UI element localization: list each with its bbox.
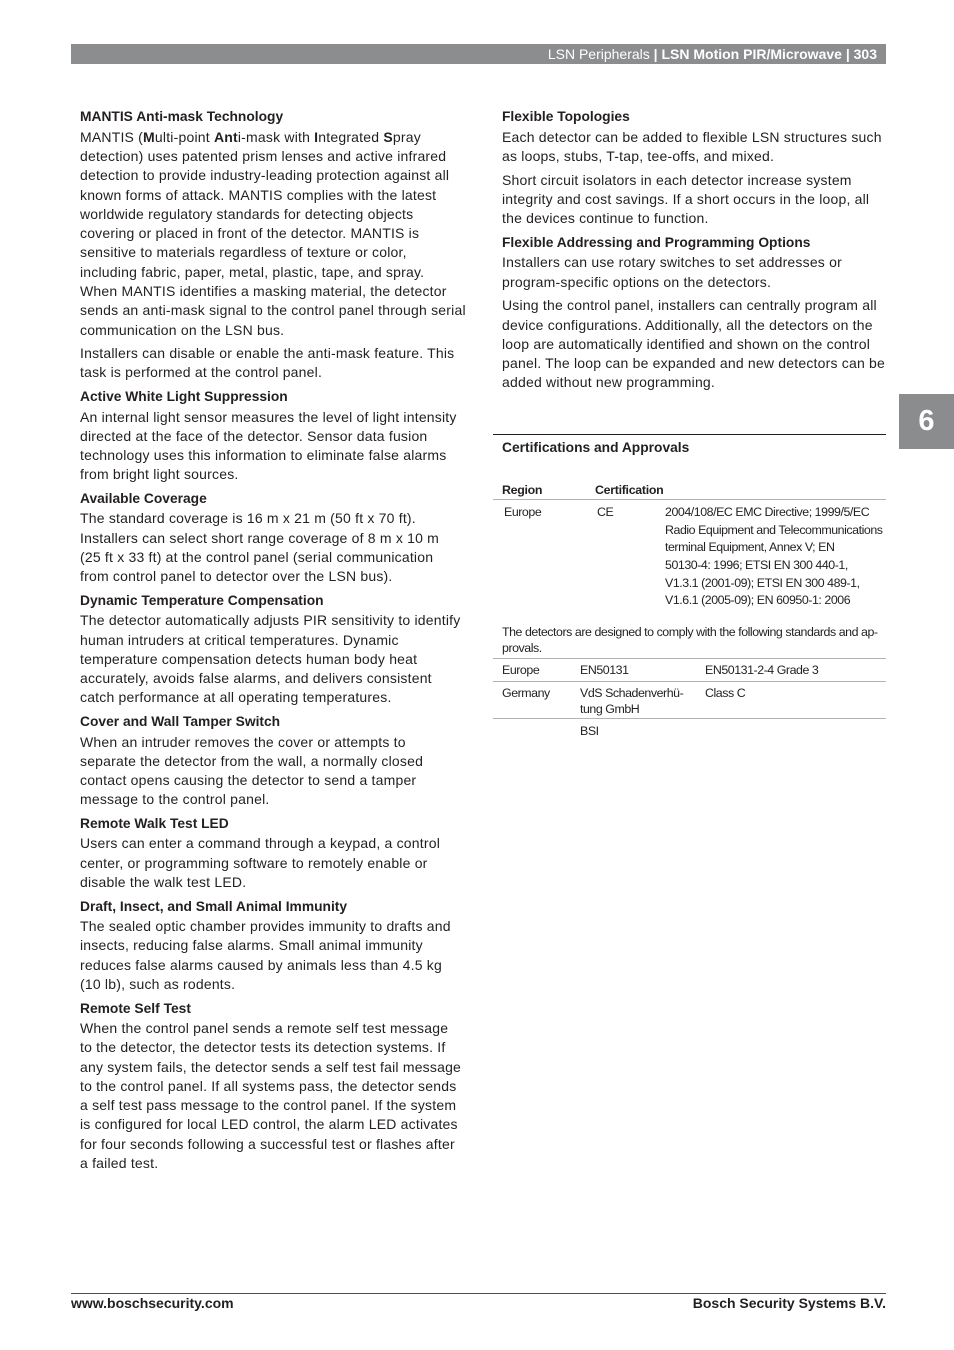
section-heading-mantis: MANTIS Anti-mask Technology: [80, 109, 284, 125]
section-text-tamper: When an intruder removes the cover or attempts to separate the detector from the wall, a normally closed contact opens causing the detector to send a tamper message to the control panel.: [80, 733, 424, 808]
section-heading-walk-test: Remote Walk Test LED: [80, 815, 229, 831]
section-heading-coverage: Available Coverage: [80, 490, 207, 506]
intro-text: MANTIS (: [80, 128, 144, 145]
table-header-divider: [493, 499, 886, 500]
intro-text: pray: [392, 128, 421, 145]
section-heading-immunity: Draft, Insect, and Small Animal Immunity: [80, 898, 348, 914]
header-product: LSN Motion PIR/Microwave: [661, 46, 842, 62]
section-heading-temperature: Dynamic Temperature Compensation: [80, 592, 324, 608]
footer-website-link[interactable]: www.boschsecurity.com: [71, 1295, 234, 1311]
section-text-mantis: [80, 128, 466, 340]
table-row-divider: [493, 681, 886, 682]
table-row-divider: [493, 718, 886, 719]
cell-standards-class: EN50131-2-4 Grade 3: [705, 663, 819, 677]
section-heading-white-light: Active White Light Suppression: [80, 389, 288, 405]
section-text-addressing: Installers can use rotary switches to set addresses or program-specific options on the detectors.: [502, 254, 842, 290]
cell-standards-class: Class C: [705, 686, 746, 700]
acronym-letters-ant: Ant: [213, 128, 238, 145]
cell-standards-body: BSI: [580, 724, 599, 738]
header-section: LSN Peripherals: [547, 46, 650, 62]
certifications-heading: Certifications and Approvals: [502, 439, 690, 455]
section-text-isolators: Short circuit isolators in each detector increase system integrity and cost savings. If a short occurs in the loop, all the devices continue to function.: [502, 171, 870, 227]
acronym-letter-s: S: [383, 128, 393, 145]
section-text-coverage: The standard coverage is 16 m x 21 m (50 ft x 70 ft). Installers can select short range coverage of 8 m x 10 m (25 ft x 33 ft) at the control panel (serial communication from control panel to detector over the LSN bus).: [80, 510, 440, 585]
section-text-immunity: The sealed optic chamber provides immunity to drafts and insects, reducing false alarms. Small animal immunity reduces false alarms caused by animals less than 4.5 kg (10 lb), such as rodents.: [80, 918, 451, 992]
table-row-divider: [493, 658, 886, 659]
cell-standards-body: EN50131: [580, 663, 629, 677]
chapter-tab: 6: [899, 394, 954, 449]
intro-text: i-mask with: [237, 128, 315, 145]
cell-region: Europe: [504, 505, 542, 520]
cell-region: Germany: [502, 686, 550, 700]
mantis-description: detection) uses patented prism lenses and active infrared detection to provide industry-leading protection against all known forms of attack. MANTIS complies with the latest worldwide regulatory standards for detecting objects covering or placed in front of the detector. MANTIS is sensitive to materials regardless of texture or color, including fabric, paper, metal, plastic, tape, and spray. When MANTIS identifies a masking material, the detector sends an anti-mask signal to the control panel through serial communication on the LSN bus.: [80, 148, 466, 338]
section-text-white-light: An internal light sensor measures the level of light intensity directed at the face of the detector. Sensor data fusion technology uses this information to eliminate false alarms from bright light sources.: [80, 408, 457, 483]
column-header-region: Region: [502, 483, 543, 497]
acronym-letter-m: M: [143, 128, 155, 145]
cell-certification: CE: [597, 505, 614, 520]
column-header-certification: Certification: [595, 483, 664, 497]
right-column: [502, 107, 887, 397]
section-heading-self-test: Remote Self Test: [80, 1000, 191, 1016]
section-text-self-test: When the control panel sends a remote self test message to the detector, the detector tests its detection systems. If any system fails, the detector sends a self test fail message to the control panel. If all systems pass, the detector sends a self test pass message to the control panel. If the system is configured for local LED control, the alarm LED activates for four seconds following a successful test or flashes after a failed test.: [80, 1019, 462, 1171]
cell-certification-details: 2004/108/EC EMC Directive; 1999/5/EC Radio Equipment and Telecommunications terminal Equipment, Annex V; EN 50130-4: 1996; ETSI EN 300 440-1, V1.3.1 (2001-09); ETSI EN 300 489-1, V1.6.1 (2005-09); EN 60950-1: 2006: [665, 505, 883, 608]
section-text-topologies: Each detector can be added to flexible LSN structures such as loops, stubs, T-tap, tee-offs, and mixed.: [502, 128, 882, 165]
running-header: [71, 44, 886, 64]
section-text-temperature: The detector automatically adjusts PIR sensitivity to identify human intruders at critical temperatures. Dynamic temperature compensation detects human body heat accurately, avoids false alarms, and delivers consistent catch performance at all operating temperatures.: [80, 612, 461, 706]
header-separator: |: [845, 46, 850, 62]
section-heading-tamper: Cover and Wall Tamper Switch: [80, 714, 281, 730]
page-number: 303: [853, 46, 877, 62]
header-separator: |: [653, 46, 658, 62]
standards-note: The detectors are designed to comply with the following standards and ap- provals.: [502, 625, 878, 656]
left-column: [80, 107, 466, 1177]
section-heading-addressing: Flexible Addressing and Programming Options: [502, 234, 811, 250]
acronym-letter-i: I: [314, 128, 319, 145]
intro-text: ulti-point: [154, 128, 214, 145]
cell-region: Europe: [502, 663, 540, 677]
cell-standards-body: VdS Schadenverhü- tung GmbH: [580, 686, 684, 716]
section-note-mantis: Installers can disable or enable the anti-mask feature. This task is performed at the control panel.: [80, 345, 455, 381]
footer-company: Bosch Security Systems B.V.: [692, 1295, 886, 1311]
intro-text: ntegrated: [318, 128, 384, 145]
section-text-programming: Using the control panel, installers can centrally program all device configurations. Additionally, all the detectors on the loop are automatically identified and shown on the control panel. The loop can be expanded and new detectors can be added without new programming.: [502, 297, 885, 391]
section-text-walk-test: Users can enter a command through a keypad, a control center, or programming software to remotely enable or disable the walk test LED.: [80, 835, 441, 890]
section-heading-topologies: Flexible Topologies: [502, 109, 630, 125]
section-divider: [493, 434, 886, 435]
